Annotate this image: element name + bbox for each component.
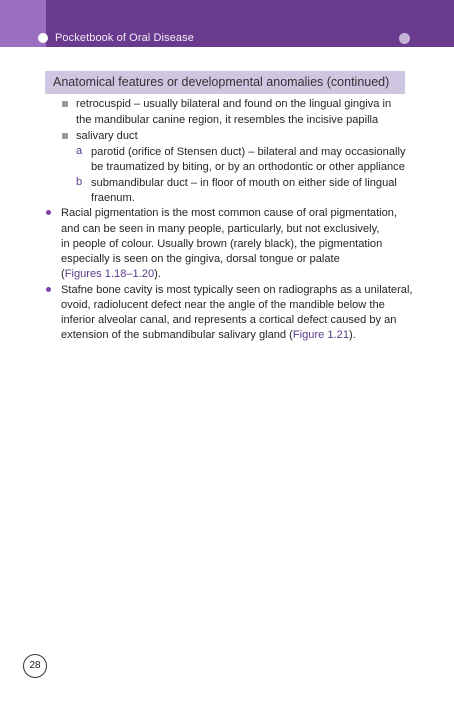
paren-open: ( <box>61 268 65 280</box>
round-bullet-icon <box>46 210 51 215</box>
page-number: 28 <box>23 654 47 678</box>
paren-close: ). <box>349 329 356 341</box>
square-bullet-icon <box>62 133 68 139</box>
item-parotid-line1: parotid (orifice of Stensen duct) – bilateral and may occasionally <box>91 146 406 158</box>
racial-line5 <box>61 267 161 283</box>
racial-line4: especially is seen on the gingiva, dorsal tongue or palate <box>61 253 340 265</box>
header-bullet-icon <box>38 33 48 43</box>
stafne-line1: Stafne bone cavity is most typically seen on radiographs as a unilateral, <box>61 284 413 296</box>
paren-close: ). <box>154 268 161 280</box>
list-letter-a: a <box>76 145 83 157</box>
figure-link-1-21[interactable]: Figure 1.21 <box>292 329 349 341</box>
stafne-line2: ovoid, radiolucent defect near the angle of the mandible below the <box>61 299 385 311</box>
item-submandibular-line1: submandibular duct – in floor of mouth on either side of lingual <box>91 177 397 189</box>
racial-line3: in people of colour. Usually brown (rarely black), the pigmentation <box>61 238 383 250</box>
header-dot-icon <box>399 33 410 44</box>
item-salivary-duct: salivary duct <box>76 130 138 142</box>
round-bullet-icon <box>46 287 51 292</box>
stafne-line4-text: extension of the submandibular salivary gland ( <box>61 329 293 341</box>
stafne-line3: inferior alveolar canal, and represents a cortical defect caused by an <box>61 314 397 326</box>
section-heading: Anatomical features or developmental anomalies (continued) <box>45 71 405 94</box>
item-retrocuspid-line1: retrocuspid – usually bilateral and found on the lingual gingiva in <box>76 98 392 110</box>
square-bullet-icon <box>62 101 68 107</box>
item-retrocuspid-line2: the mandibular canine region, it resembles the incisive papilla <box>76 114 379 126</box>
figure-link-1-18[interactable]: Figures 1.18–1.20 <box>64 268 155 280</box>
list-letter-b: b <box>76 176 83 188</box>
item-submandibular-line2: fraenum. <box>91 192 135 204</box>
item-parotid-line2: be traumatized by biting, or by an orthodontic or other appliance <box>91 161 405 173</box>
racial-line2: and can be seen in many people, particularly, but not exclusively, <box>61 223 380 235</box>
stafne-line4 <box>61 328 356 344</box>
page-header <box>0 0 454 47</box>
book-title: Pocketbook of Oral Disease <box>55 32 194 44</box>
racial-line1: Racial pigmentation is the most common cause of oral pigmentation, <box>61 207 398 219</box>
